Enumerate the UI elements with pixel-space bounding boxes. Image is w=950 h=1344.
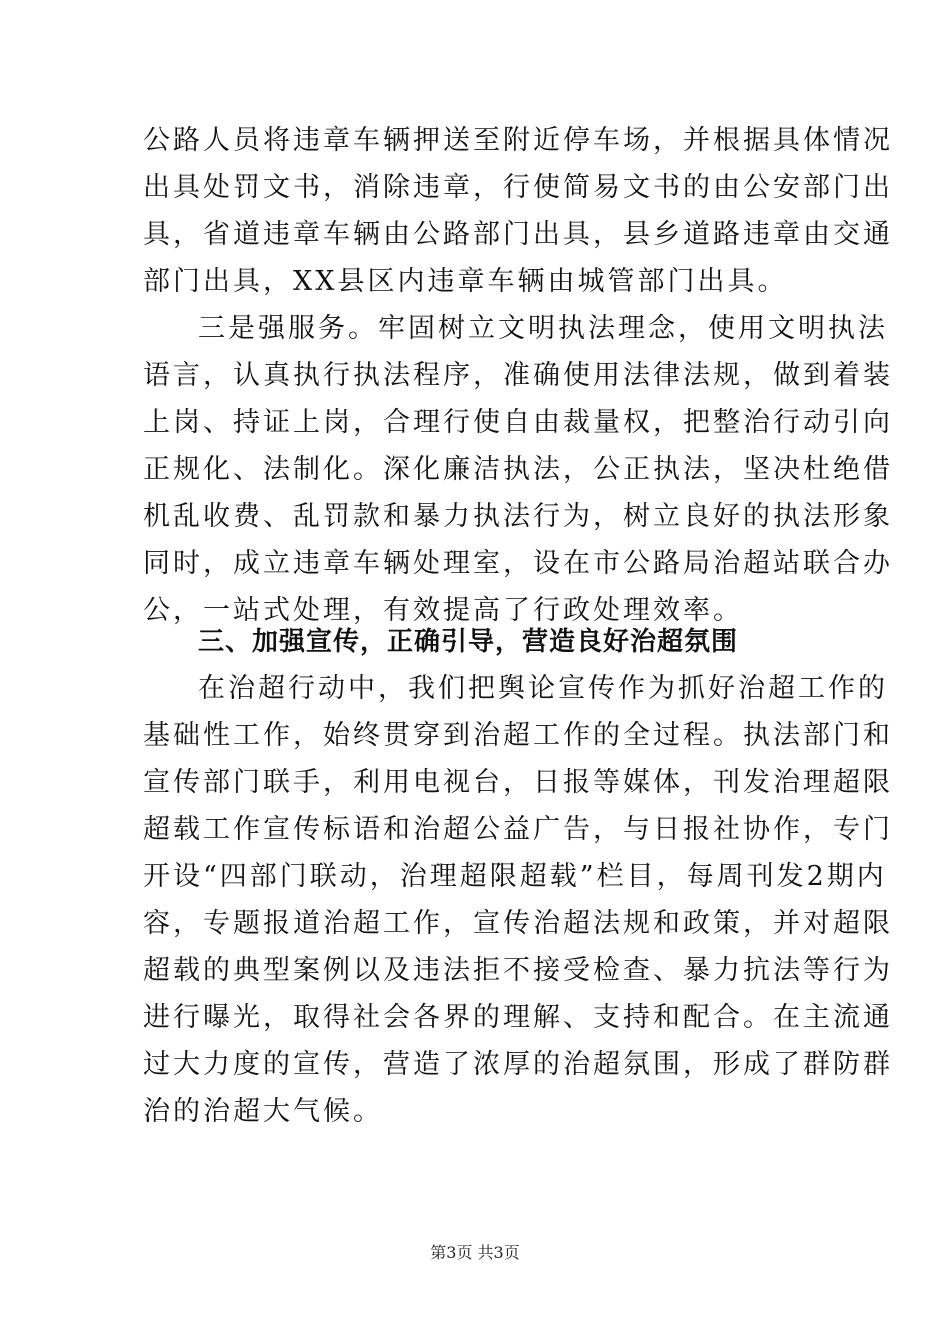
body-line: 公路人员将违章车辆押送至附近停车场，并根据具体情况 (143, 125, 893, 156)
body-line: 公，一站式处理，有效提高了行政处理效率。 (143, 595, 743, 626)
body-line: 超载的典型案例以及违法拒不接受检查、暴力抗法等行为 (143, 955, 893, 986)
section-heading: 三、加强宣传，正确引导，营造良好治超氛围 (198, 627, 739, 657)
paragraph-first-line: 在治超行动中，我们把舆论宣传作为抓好治超工作的 (198, 673, 888, 704)
body-line: 出具处罚文书，消除违章，行使简易文书的由公安部门出 (143, 172, 893, 203)
body-line: 语言，认真执行执法程序，准确使用法律法规，做到着装 (143, 360, 893, 391)
body-line: 进行曝光，取得社会各界的理解、支持和配合。在主流通 (143, 1002, 893, 1033)
body-line: 过大力度的宣传，营造了浓厚的治超氛围，形成了群防群 (143, 1049, 893, 1080)
body-line: 容，专题报道治超工作，宣传治超法规和政策，并对超限 (143, 908, 893, 939)
body-line: 治的治超大气候。 (143, 1096, 383, 1127)
body-line: 上岗、持证上岗，合理行使自由裁量权，把整治行动引向 (143, 407, 893, 438)
body-line: 基础性工作，始终贯穿到治超工作的全过程。执法部门和 (143, 720, 893, 751)
body-line: 开设“四部门联动，治理超限超载”栏目，每周刊发2期内 (143, 861, 887, 892)
body-line: 同时，成立违章车辆处理室，设在市公路局治超站联合办 (143, 548, 893, 579)
body-line: 部门出具，XX县区内违章车辆由城管部门出具。 (143, 266, 788, 297)
body-line: 宣传部门联手，利用电视台，日报等媒体，刊发治理超限 (143, 767, 893, 798)
body-line: 具，省道违章车辆由公路部门出具，县乡道路违章由交通 (143, 219, 893, 250)
body-line: 正规化、法制化。深化廉洁执法，公正执法，坚决杜绝借 (143, 454, 893, 485)
page-footer: 第3页 共3页 (430, 1243, 520, 1262)
body-line: 超载工作宣传标语和治超公益广告，与日报社协作，专门 (143, 814, 893, 845)
paragraph-first-line: 三是强服务。牢固树立文明执法理念，使用文明执法 (198, 313, 888, 344)
body-line: 机乱收费、乱罚款和暴力执法行为，树立良好的执法形象 (143, 501, 893, 532)
